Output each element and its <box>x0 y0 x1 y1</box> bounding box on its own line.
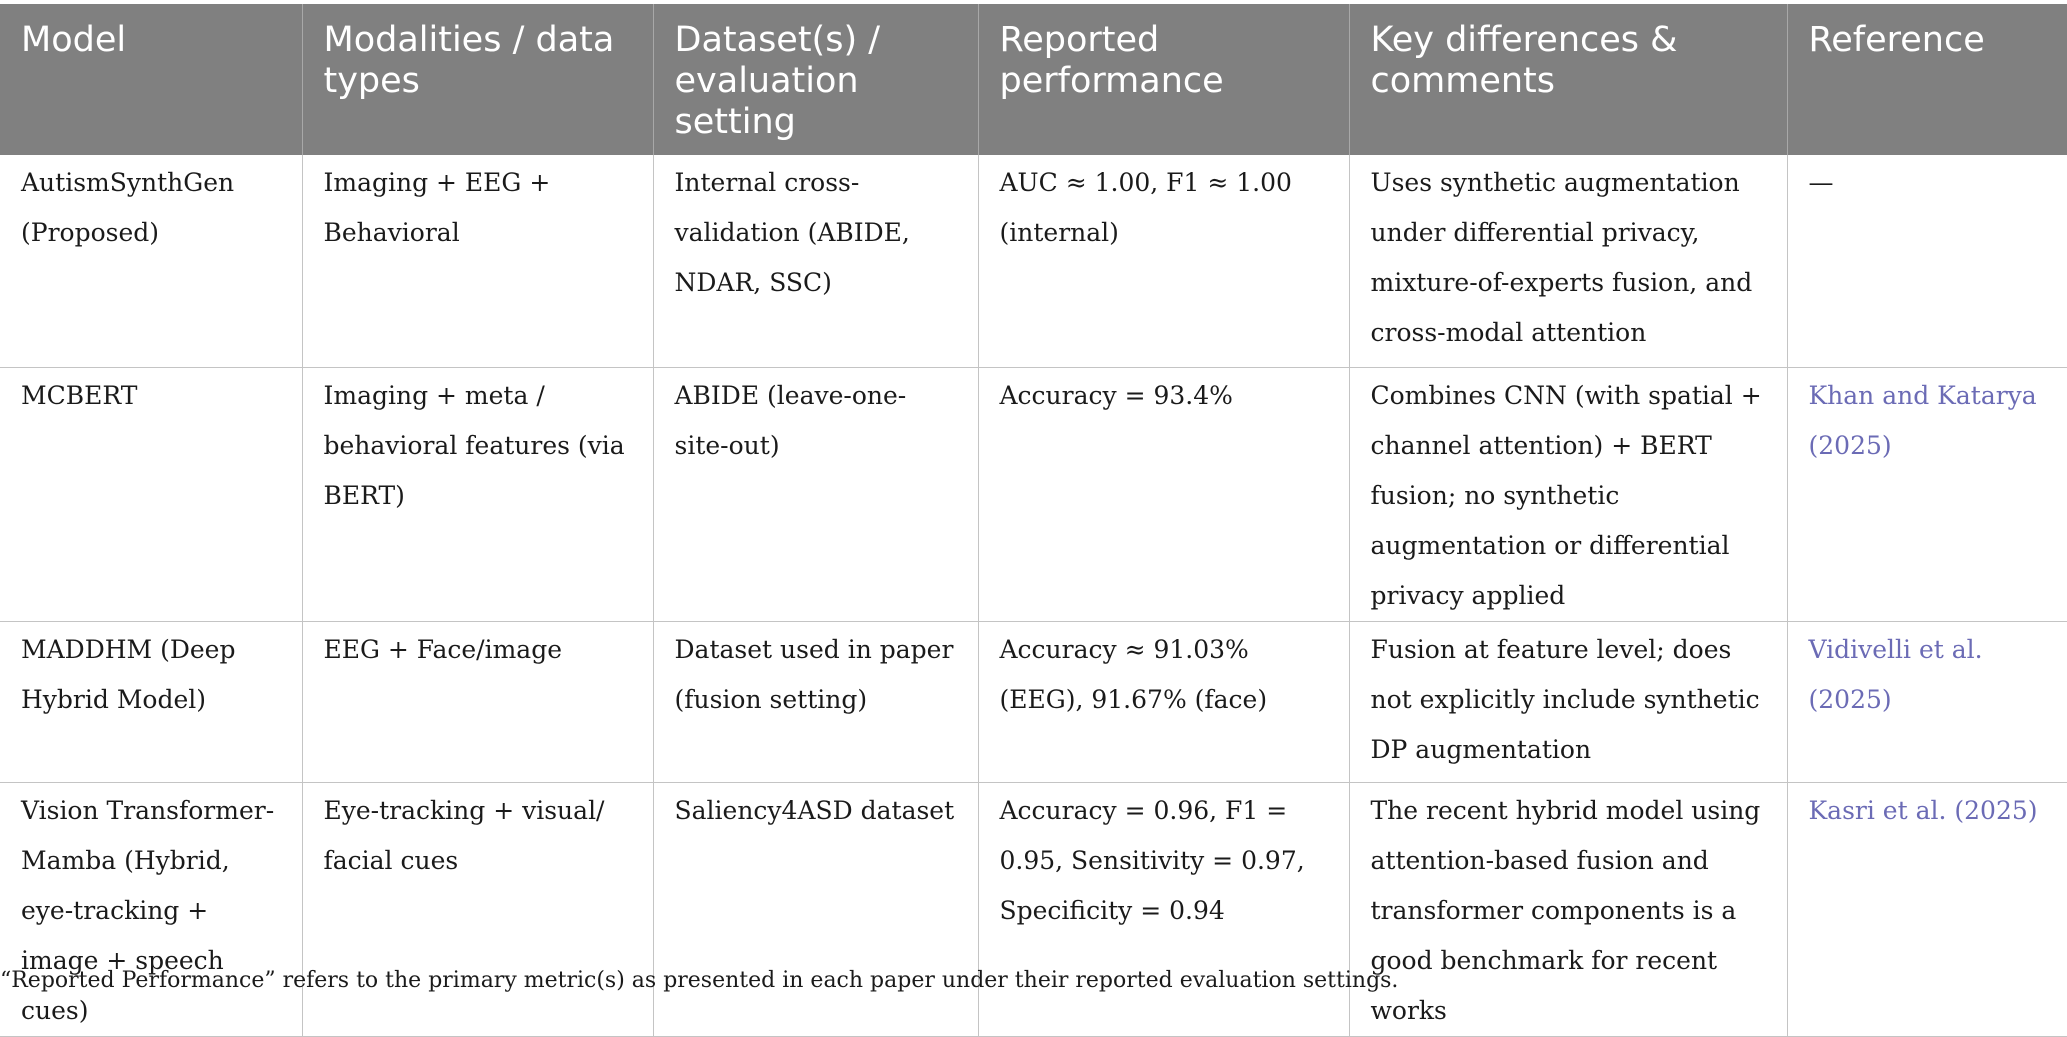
cell-comments <box>1349 155 1787 367</box>
cell-modalities <box>302 621 653 782</box>
table-row <box>0 155 2067 367</box>
table-header <box>0 4 2067 155</box>
header-dataset: Dataset(s) / evaluation setting <box>653 4 978 155</box>
cell-text: Dataset used in paper (fusion setting) <box>674 634 954 714</box>
cell-text: AUC ≈ 1.00, F1 ≈ 1.00 (internal) <box>999 168 1292 247</box>
cell-text: The recent hybrid model using attention-based fusion and transformer components is a good benchmark for recent works <box>1370 795 1761 1025</box>
cell-text: EEG + Face/image <box>323 634 562 664</box>
cell-performance <box>978 367 1349 621</box>
cell-reference <box>1787 782 2067 1036</box>
table-row <box>0 367 2067 621</box>
cell-modalities <box>302 155 653 367</box>
cell-text: Accuracy ≈ 91.03% (EEG), 91.67% (face) <box>999 634 1268 714</box>
cell-text: Accuracy = 0.96, F1 = 0.95, Sensitivity = 0.97, Specificity = 0.94 <box>999 795 1305 925</box>
cell-modalities <box>302 367 653 621</box>
cell-model <box>0 155 302 367</box>
reference-link[interactable]: Kasri et al. (2025) <box>1808 795 2038 825</box>
header-comments: Key differences & comments <box>1349 4 1787 155</box>
cell-comments <box>1349 367 1787 621</box>
reference-link[interactable]: Vidivelli et al. (2025) <box>1808 634 1983 714</box>
cell-text: Saliency4ASD dataset <box>674 795 955 825</box>
cell-text: AutismSynthGen (Proposed) <box>21 168 235 247</box>
table-footnote: “Reported Performance” refers to the primary metric(s) as presented in each paper under their reported evaluation settings. <box>0 968 1399 993</box>
table-body <box>0 155 2067 1036</box>
cell-reference <box>1787 621 2067 782</box>
header-performance: Reported performance <box>978 4 1349 155</box>
comparison-table <box>0 4 2067 1037</box>
cell-text: Internal cross-validation (ABIDE, NDAR, SSC) <box>674 168 910 297</box>
cell-text: MADDHM (Deep Hybrid Model) <box>21 634 236 714</box>
cell-text: ABIDE (leave-one-site-out) <box>674 380 907 460</box>
cell-reference <box>1787 155 2067 367</box>
cell-performance <box>978 782 1349 1036</box>
cell-text: Imaging + meta / behavioral features (via BERT) <box>323 380 625 510</box>
cell-comments <box>1349 621 1787 782</box>
cell-text: Uses synthetic augmentation under differential privacy, mixture-of-experts fusion, and cross-modal attention <box>1370 168 1753 347</box>
cell-modalities <box>302 782 653 1036</box>
table-row <box>0 621 2067 782</box>
cell-text: MCBERT <box>21 380 138 410</box>
cell-text: Imaging + EEG + Behavioral <box>323 168 551 247</box>
header-reference: Reference <box>1787 4 2067 155</box>
cell-comments <box>1349 782 1787 1036</box>
cell-text: Vision Transformer-Mamba (Hybrid, eye-tracking + image + speech cues) <box>21 795 275 1025</box>
cell-dataset <box>653 367 978 621</box>
cell-model <box>0 621 302 782</box>
cell-text: Eye-tracking + visual/ facial cues <box>323 795 605 875</box>
cell-text: Fusion at feature level; does not explicitly include synthetic DP augmentation <box>1370 634 1760 764</box>
header-row <box>0 4 2067 155</box>
header-modalities: Modalities / data types <box>302 4 653 155</box>
cell-performance <box>978 621 1349 782</box>
cell-dataset <box>653 782 978 1036</box>
cell-dataset <box>653 155 978 367</box>
cell-model <box>0 782 302 1036</box>
cell-text: — <box>1808 168 1834 197</box>
table-row <box>0 782 2067 1036</box>
cell-dataset <box>653 621 978 782</box>
cell-performance <box>978 155 1349 367</box>
cell-reference <box>1787 367 2067 621</box>
reference-link[interactable]: Khan and Katarya (2025) <box>1808 380 2037 460</box>
cell-text: Combines CNN (with spatial + channel attention) + BERT fusion; no synthetic augmentation or differential privacy applied <box>1370 380 1762 610</box>
header-model: Model <box>0 4 302 155</box>
comparison-table-container <box>0 4 2067 1037</box>
cell-text: Accuracy = 93.4% <box>999 380 1233 410</box>
cell-model <box>0 367 302 621</box>
